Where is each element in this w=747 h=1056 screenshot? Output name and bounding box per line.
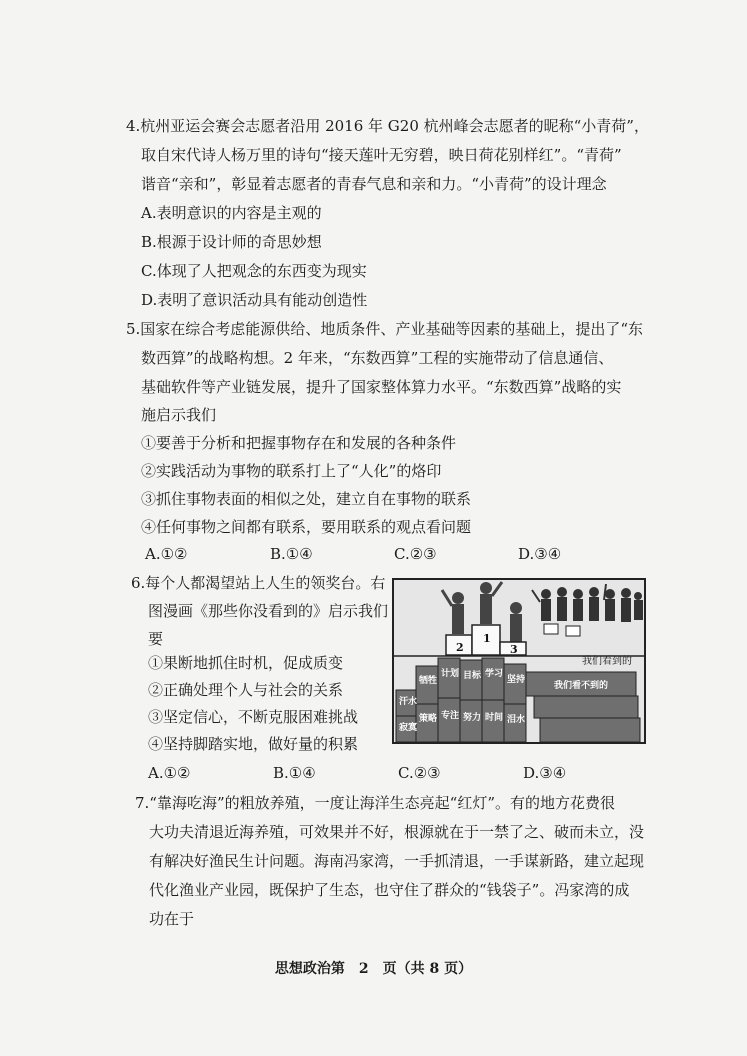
q6-choice-d: D.③④ [523,764,567,782]
q5-stem-line: 基础软件等产业链发展，提升了国家整体算力水平。“东数西算”战略的实 [141,378,622,396]
q5-choice-b: B.①④ [270,545,313,563]
page-footer: 思想政治第 2 页（共 8 页） [274,961,473,977]
podium-label: 3 [510,643,518,656]
q6-stem-line: 图漫画《那些你没看到的》启示我们 [148,602,389,620]
q6-stem-line: 6.每个人都渴望站上人生的领奖台。右 [131,574,386,592]
q4-option-d: D.表明了意识活动具有能动创造性 [141,291,368,309]
q5-choice-d: D.③④ [518,545,562,563]
q7-stem-line: 有解决好渔民生计问题。海南冯家湾，一手抓清退，一手谋新路，建立起现 [149,852,645,870]
q5-choice-c: C.②③ [394,545,437,563]
brick-label: 汗水 [399,697,418,707]
q5-choice-a: A.①② [145,545,188,563]
podium-label: 1 [483,632,491,645]
cartoon-illustration [392,578,646,744]
q6-choice-a: A.①② [148,764,191,782]
q5-statement-1: ①要善于分析和把握事物存在和发展的各种条件 [141,434,457,452]
q7-stem-line: 代化渔业产业园，既保护了生态，也守住了群众的“钱袋子”。冯家湾的成 [149,881,630,899]
crowd-signs [544,624,580,636]
q6-statement-3: ③坚定信心，不断克服困难挑战 [148,708,359,726]
brick-label: 牺牲 [419,676,438,686]
q6-stem-line: 要 [148,630,164,648]
brick-label: 坚持 [507,675,526,685]
q5-statement-2: ②实践活动为事物的联系打上了“人化”的烙印 [141,462,442,480]
q6-statement-1: ①果断地抓住时机，促成质变 [148,654,344,672]
q5-stem-line: 5.国家在综合考虑能源供给、地质条件、产业基础等因素的基础上，提出了“东 [126,320,643,338]
brick-label: 寂寞 [399,723,418,733]
q5-stem-line: 数西算”的战略构想。2 年来，“东数西算”工程的实施带动了信息通信、 [141,349,614,367]
q5-stem-line: 施启示我们 [141,406,217,424]
cartoon-drawing [394,580,644,742]
q6-statement-4: ④坚持脚踏实地，做好量的积累 [148,735,359,753]
q6-choice-b: B.①④ [273,764,316,782]
brick-label: 专注 [441,711,460,721]
brick-label: 时间 [485,713,504,723]
q7-stem-line: 7.“靠海吃海”的粗放养殖，一度让海洋生态亮起“红灯”。有的地方花费很 [135,794,615,812]
q6-choices [0,763,747,785]
podium-label: 2 [456,641,464,654]
brick-label: 计划 [441,669,460,679]
brick-label: 目标 [463,671,482,681]
q4-stem-line: 谐音“亲和”，彰显着志愿者的青春气息和亲和力。“小青荷”的设计理念 [141,175,607,193]
q7-stem-line: 大功夫清退近海养殖，可效果并不好，根源就在于一禁了之、破而未立，没 [149,823,645,841]
q4-stem-line: 取自宋代诗人杨万里的诗句“接天莲叶无穷碧，映日荷花别样红”。“青荷” [141,146,622,164]
q5-statement-4: ④任何事物之间都有联系，要用联系的观点看问题 [141,518,472,536]
q4-stem-line: 4.杭州亚运会赛会志愿者沿用 2016 年 G20 杭州峰会志愿者的昵称“小青荷”， [126,117,649,135]
brick-label: 努力 [463,713,482,723]
q5-choices [0,544,747,566]
cartoon-caption: 我们看到的 [582,656,632,667]
underground-bricks [396,658,640,742]
brick-label: 我们看不到的 [554,681,609,691]
q6-choice-c: C.②③ [398,764,441,782]
q6-statement-2: ②正确处理个人与社会的关系 [148,681,344,699]
q4-option-a: A.表明意识的内容是主观的 [141,204,322,222]
q4-option-b: B.根源于设计师的奇思妙想 [141,233,322,251]
q4-option-c: C.体现了人把观念的东西变为现实 [141,262,367,280]
brick-label: 泪水 [507,715,526,725]
brick-label: 学习 [485,669,504,679]
brick-label: 策略 [419,714,438,724]
q5-statement-3: ③抓住事物表面的相似之处，建立自在事物的联系 [141,490,472,508]
q7-stem-line: 功在于 [149,910,195,928]
crowd-figures [532,584,643,622]
